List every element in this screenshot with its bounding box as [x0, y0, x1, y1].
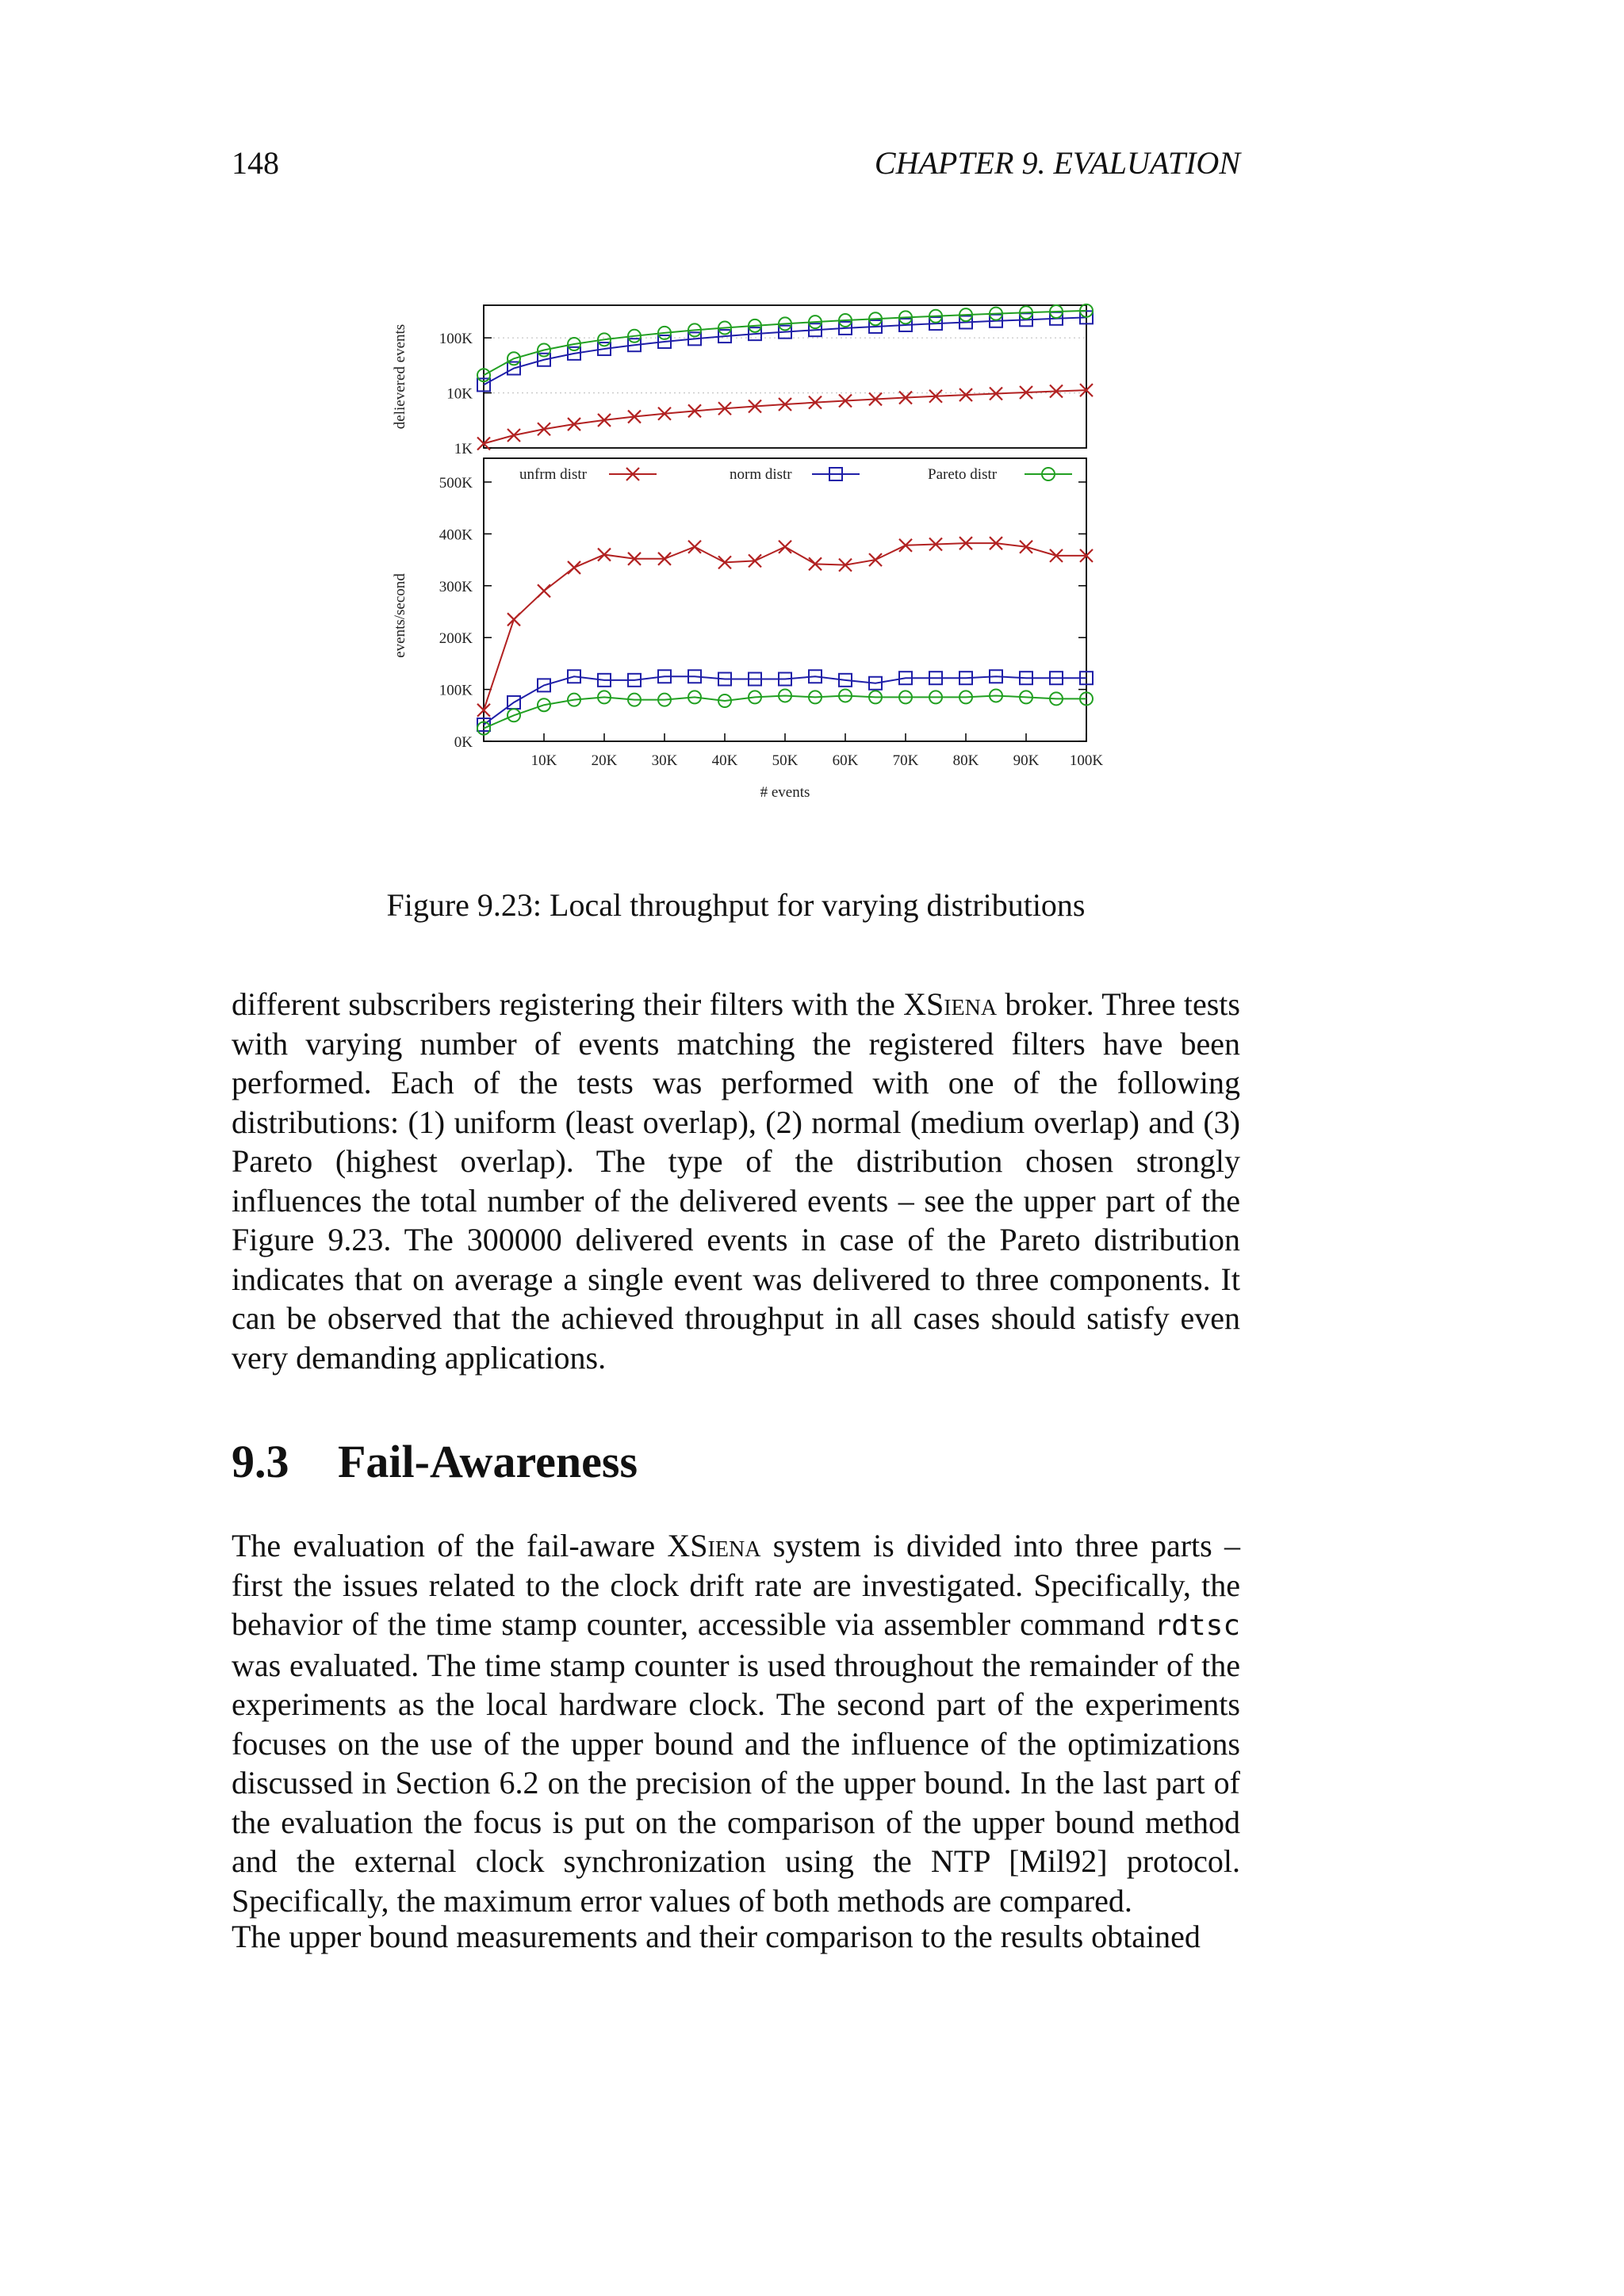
page-number: 148: [232, 145, 279, 181]
paragraph-text: system is divided into three parts – first the issues related to the clock drift rate are investigated. Specifically, the behavior of the time stamp counter, accessible via assembler command: [232, 1528, 1240, 1642]
figure-caption: Figure 9.23: Local throughput for varying distributions: [386, 887, 1086, 923]
lower-y-tick-label: 0K: [454, 734, 473, 751]
chapter-title: CHAPTER 9. EVALUATION: [874, 145, 1240, 181]
throughput-figure: [373, 285, 1118, 809]
paragraph-upper-bound: The upper bound measurements and their comparison to the results obtained: [232, 1919, 1201, 1954]
upper-y-tick-label: 100K: [439, 331, 473, 348]
lower-y-tick-label: 100K: [439, 682, 473, 699]
lower-series-line: [484, 695, 1086, 728]
x-tick-label: 80K: [952, 752, 979, 769]
system-name: Siena: [690, 1528, 761, 1563]
upper-series-line: [484, 390, 1086, 443]
section-number: 9.3: [232, 1436, 289, 1487]
paragraph-text: The evaluation of the fail-aware X: [232, 1528, 691, 1563]
lower-data-point: [688, 541, 701, 553]
code-command: rdtsc: [1154, 1609, 1240, 1642]
throughput-chart: [373, 285, 1118, 809]
lower-data-point: [538, 584, 550, 597]
upper-y-axis-label: delievered events: [392, 323, 408, 430]
x-tick-label: 40K: [711, 752, 738, 769]
upper-y-tick-label: 10K: [446, 385, 473, 403]
x-tick-label: 60K: [832, 752, 859, 769]
section-title: Fail-Awareness: [338, 1436, 638, 1487]
x-tick-label: 90K: [1013, 752, 1040, 769]
x-axis-label: # events: [760, 784, 810, 801]
page-header: [232, 144, 1240, 189]
system-name: Siena: [925, 986, 998, 1022]
lower-y-tick-label: 500K: [439, 475, 473, 492]
x-tick-label: 70K: [892, 752, 919, 769]
paragraph-text: broker. Three tests with varying number of events matching the registered filters have been performed. Each of the tests was performed with one of the following distributions: (1) uniform (least overlap), (2) normal (medium overlap) and (3) Pareto (highest overlap). The type of the distribution chosen strongly influences the total number of the delivered events – see the upper part of the Figure 9.23. The 300000 delivered events in case of the Pareto distribution indicates that on average a single event was delivered to three components. It can be observed that the achieved throughput in all cases should satisfy even very demanding applications.: [232, 986, 1240, 1376]
x-tick-label: 50K: [772, 752, 799, 769]
paragraph-text: different subscribers registering their filters with the X: [232, 986, 926, 1022]
lower-y-axis-label: events/second: [392, 573, 408, 658]
section-heading: [232, 1435, 638, 1488]
x-tick-label: 100K: [1069, 752, 1104, 769]
legend-label: Pareto distr: [928, 466, 998, 483]
paragraph-distributions: [232, 985, 1240, 1377]
x-tick-label: 30K: [651, 752, 678, 769]
legend-label: norm distr: [730, 466, 792, 483]
x-tick-label: 20K: [591, 752, 618, 769]
legend-label: unfrm distr: [519, 466, 587, 483]
lower-y-tick-label: 300K: [439, 578, 473, 595]
lower-data-point: [568, 561, 580, 574]
lower-y-tick-label: 400K: [439, 526, 473, 544]
lower-data-point: [508, 613, 520, 626]
upper-data-point: [508, 429, 520, 442]
paragraph-text: was evaluated. The time stamp counter is used throughout the remainder of the experiments as the local hardware clock. The second part of the experiments focuses on the use of the upper bound and the influence of the optimizations discussed in Section 6.2 on the precision of the upper bound. In the last part of the evaluation the focus is put on the comparison of the upper bound method and the external clock synchronization using the NTP [Mil92] protocol. Specifically, the maximum error values of both methods are compared.: [232, 1647, 1240, 1919]
x-tick-label: 10K: [530, 752, 557, 769]
lower-y-tick-label: 200K: [439, 630, 473, 648]
lower-plot-frame: [484, 458, 1086, 741]
paragraph-fail-awareness: [232, 1526, 1240, 1920]
lower-data-point: [779, 541, 791, 553]
upper-y-tick-label: 1K: [454, 441, 473, 457]
